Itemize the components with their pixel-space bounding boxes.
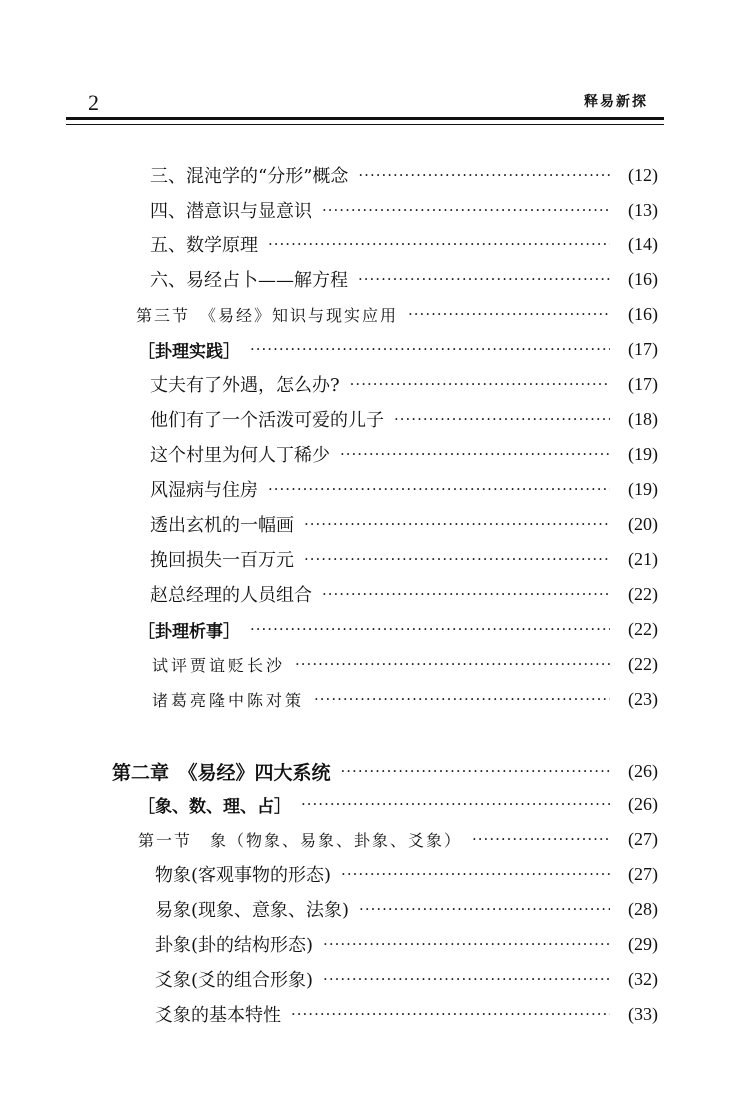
dot-leader <box>408 305 610 323</box>
toc-entry-page: (29) <box>628 933 658 954</box>
toc-entry-title: 试评贾谊贬长沙 <box>152 655 286 675</box>
toc-entry[interactable] <box>155 859 658 889</box>
toc-entry-title: 三、混沌学的“分形”概念 <box>150 166 349 187</box>
toc-entry-title: 他们有了一个活泼可爱的儿子 <box>150 410 384 431</box>
toc-entry-title: 五、数学原理 <box>150 235 258 256</box>
toc-entry[interactable] <box>150 439 658 469</box>
toc-entry-title: 透出玄机的一幅画 <box>150 515 294 536</box>
toc-entry[interactable] <box>150 509 658 539</box>
toc-entry-title: 四、潜意识与显意识 <box>150 201 312 222</box>
toc-entry-title: ［卦理析事］ <box>138 621 240 642</box>
toc-entry-page: (27) <box>628 828 658 849</box>
toc-entry-page: (17) <box>628 338 658 359</box>
dot-leader <box>295 655 610 673</box>
toc-entry-title: 赵总经理的人员组合 <box>150 585 312 606</box>
toc-entry-page: (13) <box>628 199 658 220</box>
toc-entry-page: (23) <box>628 688 658 709</box>
toc-entry-title: 卦象(卦的结构形态) <box>155 935 314 956</box>
dot-leader <box>304 515 610 533</box>
toc-entry-page: (18) <box>628 408 658 429</box>
toc-entry[interactable] <box>136 299 658 329</box>
dot-leader <box>268 235 610 253</box>
dot-leader <box>358 166 610 184</box>
toc-entry[interactable] <box>138 789 658 819</box>
dot-leader <box>323 935 610 953</box>
toc-entry-title: 风湿病与住房 <box>150 480 258 501</box>
toc-entry-title: 易象(现象、意象、法象) <box>155 900 350 921</box>
toc-entry-page: (12) <box>628 164 658 185</box>
toc-entry-page: (19) <box>628 443 658 464</box>
toc-entry[interactable] <box>150 474 658 504</box>
toc-entry-page: (16) <box>628 268 658 289</box>
dot-leader <box>394 410 610 428</box>
dot-leader <box>250 340 610 358</box>
toc-entry[interactable] <box>150 229 658 259</box>
toc-entry[interactable] <box>138 824 658 854</box>
dot-leader <box>472 830 610 848</box>
toc-entry-page: (16) <box>628 303 658 324</box>
toc-entry-page: (22) <box>628 618 658 639</box>
toc-entry-page: (22) <box>628 653 658 674</box>
toc-entry[interactable] <box>150 160 658 190</box>
dot-leader <box>291 1005 610 1023</box>
toc-entry-page: (28) <box>628 898 658 919</box>
page-number: 2 <box>88 90 99 115</box>
dot-leader <box>358 270 610 288</box>
toc-entry-page: (26) <box>628 793 658 814</box>
dot-leader <box>340 445 610 463</box>
toc-entry[interactable] <box>150 544 658 574</box>
toc-entry-title: 这个村里为何人丁稀少 <box>150 445 330 466</box>
toc-entry[interactable] <box>152 649 658 679</box>
dot-leader <box>341 762 610 780</box>
dot-leader <box>322 201 610 219</box>
dot-leader <box>268 480 610 498</box>
toc-entry-title: 物象(客观事物的形态) <box>155 865 332 886</box>
toc-entry-title: 丈夫有了外遇，怎么办? <box>150 375 340 396</box>
toc-entry[interactable] <box>138 614 658 644</box>
toc-entry-title: 诸葛亮隆中陈对策 <box>152 690 305 710</box>
toc-entry[interactable] <box>155 999 658 1029</box>
dot-leader <box>350 375 610 393</box>
running-head: 释易新探 <box>584 94 648 110</box>
dot-leader <box>359 900 610 918</box>
toc-entry-title: ［象、数、理、占］ <box>138 796 291 817</box>
toc-entry-title: ［卦理实践］ <box>138 341 240 362</box>
toc-entry-title: 爻象的基本特性 <box>155 1005 281 1026</box>
toc-entry-page: (17) <box>628 373 658 394</box>
toc-entry[interactable] <box>150 369 658 399</box>
toc-entry-page: (33) <box>628 1003 658 1024</box>
toc-entry-page: (20) <box>628 513 658 534</box>
toc-entry-page: (26) <box>628 760 658 781</box>
toc-entry-page: (21) <box>628 548 658 569</box>
toc-entry-title: 第三节 《易经》知识与现实应用 <box>136 305 399 325</box>
toc-entry-title: 第二章 《易经》四大系统 <box>112 761 331 784</box>
toc-entry[interactable] <box>112 756 658 786</box>
toc-entry[interactable] <box>150 404 658 434</box>
dot-leader <box>323 970 610 988</box>
toc-entry[interactable] <box>155 929 658 959</box>
toc-entry-title: 第一节 象（物象、易象、卦象、爻象） <box>138 830 463 850</box>
toc-entry[interactable] <box>155 894 658 924</box>
toc-entry[interactable] <box>138 334 658 364</box>
toc-entry[interactable] <box>155 964 658 994</box>
toc-entry-title: 爻象(爻的组合形象) <box>155 970 314 991</box>
toc-entry-page: (19) <box>628 478 658 499</box>
dot-leader <box>341 865 610 883</box>
toc-entry[interactable] <box>150 264 658 294</box>
toc-entry-page: (14) <box>628 233 658 254</box>
toc-entry-page: (32) <box>628 968 658 989</box>
toc-entry-page: (22) <box>628 583 658 604</box>
toc-entry-page: (27) <box>628 863 658 884</box>
toc-entry[interactable] <box>150 579 658 609</box>
toc-entry-title: 六、易经占卜——解方程 <box>150 270 348 291</box>
dot-leader <box>304 550 610 568</box>
dot-leader <box>250 620 610 638</box>
dot-leader <box>322 585 610 603</box>
toc-entry[interactable] <box>150 195 658 225</box>
dot-leader <box>301 795 610 813</box>
dot-leader <box>314 690 610 708</box>
toc-entry[interactable] <box>152 684 658 714</box>
toc-entry-title: 挽回损失一百万元 <box>150 550 294 571</box>
